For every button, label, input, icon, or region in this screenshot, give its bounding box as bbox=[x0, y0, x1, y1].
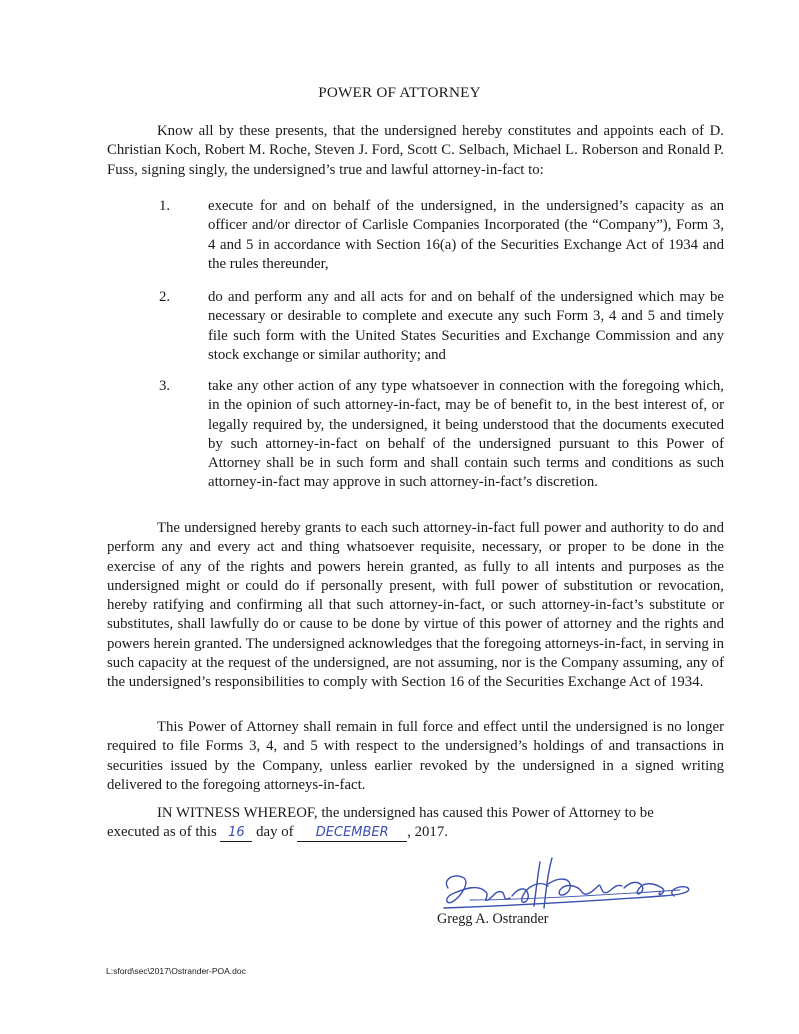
list-item-number: 3. bbox=[159, 378, 171, 394]
file-path-footer: L:sford\sec\2017\Ostrander-POA.doc bbox=[106, 966, 246, 976]
list-item-number: 2. bbox=[159, 289, 171, 305]
day-of-text: day of bbox=[256, 824, 294, 841]
list-item-text: do and perform any and all acts for and on behalf of the undersigned which may be necessary or desirable to complete and execute any such Form 3, 4 and 5 and timely file such form with the United States Securities and Exchange Commission and any stock exchange or similar authority; and bbox=[208, 289, 724, 363]
month-handwritten: DECEMBER bbox=[315, 825, 389, 841]
day-handwritten: 16 bbox=[228, 825, 245, 841]
grant-paragraph: The undersigned hereby grants to each such attorney-in-fact full power and authority to do and perform any and every act and thing whatsoever requisite, necessary, or proper to be done in the exercise of any of the rights and powers herein granted, as fully to all intents and purposes as the undersigned might or could do if personally present, with full power of substitution or revocation, hereby ratifying and confirming all that such attorney-in-fact, or such attorney-in-fact’s substitute or substitutes, shall lawfully do or cause to be done by virtue of this power of attorney and the rights and powers herein granted. The undersigned acknowledges that the foregoing attorneys-in-fact, in serving in such capacity at the request of the undersigned, are not assuming, nor is the Company assuming, any of the undersigned’s responsibilities to comply with Section 16 of the Securities Exchange Act of 1934. bbox=[107, 520, 724, 691]
executed-prefix: executed as of this bbox=[107, 824, 217, 841]
year-text: , 2017. bbox=[407, 824, 448, 841]
witness-line-2 bbox=[107, 823, 724, 842]
list-item-text: take any other action of any type whatsoever in connection with the foregoing which, in the opinion of such attorney-in-fact, may be of benefit to, in the best interest of, or legally required by, the undersigned, it being understood that the documents executed by such attorney-in-fact on behalf of the undersigned pursuant to this Power of Attorney shall be in such form and shall contain such terms and conditions as such attorney-in-fact may approve in such attorney-in-fact’s discretion. bbox=[208, 378, 724, 491]
document-title: POWER OF ATTORNEY bbox=[318, 84, 481, 101]
witness-line-1: IN WITNESS WHEREOF, the undersigned has caused this Power of Attorney to be bbox=[157, 805, 654, 821]
signer-name: Gregg A. Ostrander bbox=[437, 911, 549, 927]
witness-clause bbox=[107, 804, 724, 843]
day-blank bbox=[220, 824, 252, 842]
month-blank bbox=[297, 824, 407, 842]
intro-paragraph: Know all by these presents, that the undersigned hereby constitutes and appoints each of D. Christian Koch, Robert M. Roche, Steven J. Ford, Scott C. Selbach, Michael L. Roberson and Ronald P. Fuss, signing singly, the undersigned’s true and lawful attorney-in-fact to: bbox=[107, 123, 724, 178]
list-item-text: execute for and on behalf of the undersigned, in the undersigned’s capacity as an officer and/or director of Carlisle Companies Incorporated (the “Company”), Form 3, 4 and 5 in accordance with Section 16(a) of the Securities Exchange Act of 1934 and the rules thereunder, bbox=[208, 198, 724, 272]
list-item-number: 1. bbox=[159, 198, 171, 214]
duration-paragraph: This Power of Attorney shall remain in full force and effect until the undersigned is no longer required to file Forms 3, 4, and 5 with respect to the undersigned’s holdings of and transactions in securities issued by the Company, unless earlier revoked by the undersigned in a signed writing delivered to the foregoing attorneys-in-fact. bbox=[107, 719, 724, 793]
